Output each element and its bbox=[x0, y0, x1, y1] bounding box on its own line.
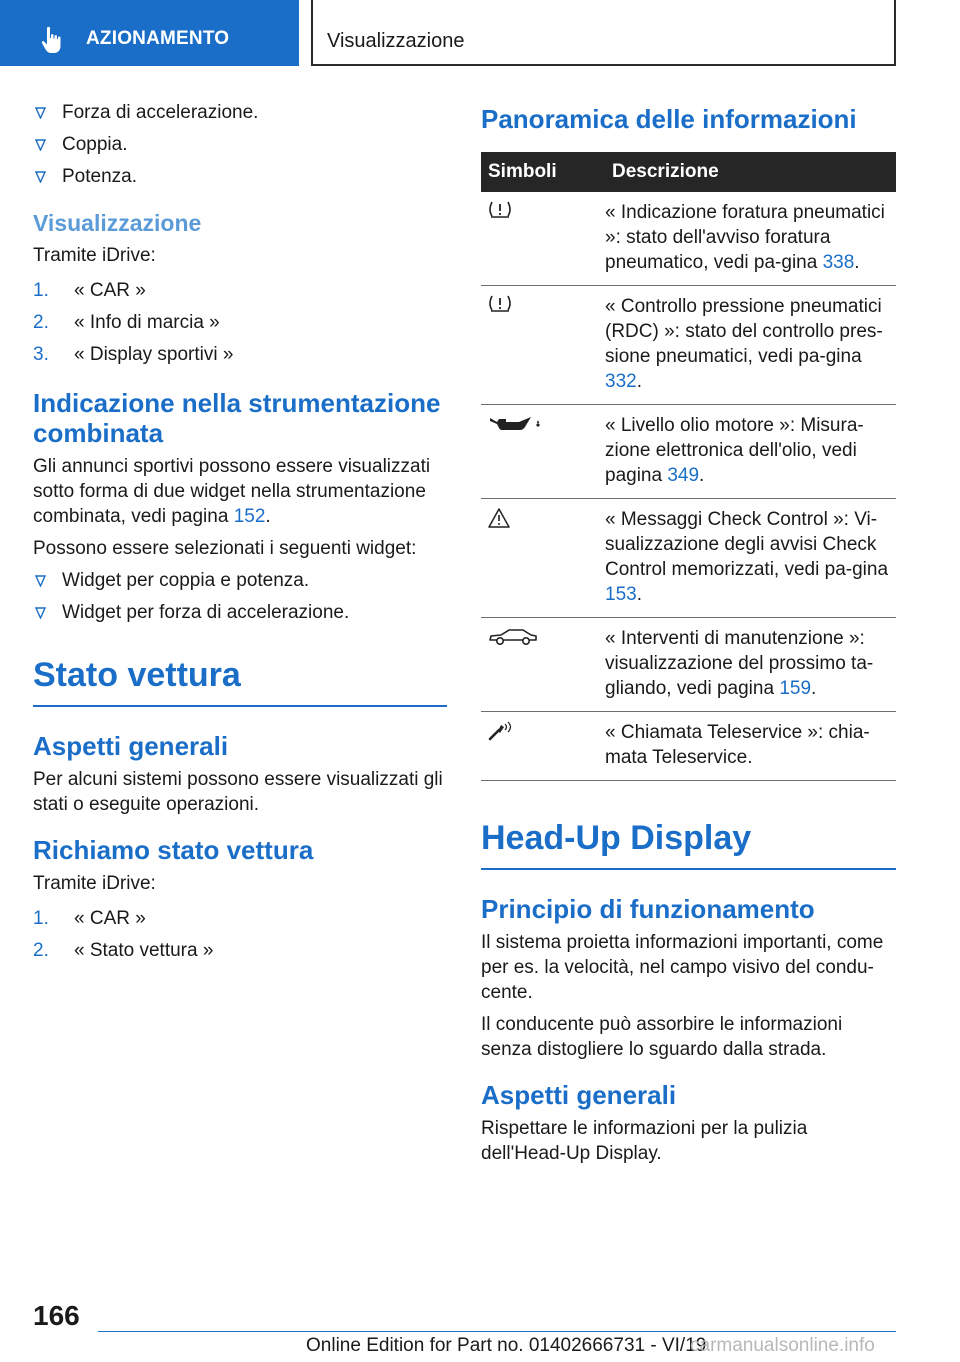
body-text: Tramite iDrive: bbox=[33, 873, 156, 894]
hand-pointer-icon bbox=[40, 26, 66, 54]
table-row bbox=[481, 712, 896, 781]
left-column bbox=[33, 100, 447, 970]
symbol-cell bbox=[481, 405, 605, 499]
list-item: Potenza. bbox=[33, 164, 447, 190]
table-row bbox=[481, 618, 896, 712]
triangle-bullet-icon bbox=[35, 139, 46, 151]
symbol-cell bbox=[481, 499, 605, 618]
section-heading: Aspetti generali bbox=[33, 731, 229, 761]
body-text: Rispettare le informazioni per la pulizia dell'Head-Up Display. bbox=[481, 1118, 808, 1164]
list-item: 3. « Display sportivi » bbox=[33, 344, 234, 365]
list-item: 2. « Info di marcia » bbox=[33, 312, 220, 333]
section-heading: Principio di funzionamento bbox=[481, 894, 815, 924]
wrench-call-icon bbox=[487, 720, 515, 742]
tire-pressure-warning-icon bbox=[487, 200, 513, 220]
page-link[interactable]: 349 bbox=[667, 465, 700, 486]
list-item: 1. « CAR » bbox=[33, 280, 146, 301]
section-heading: Visualizzazione bbox=[33, 210, 202, 236]
column-header: Descrizione bbox=[605, 152, 896, 192]
list-item: 1. « CAR » bbox=[33, 908, 146, 929]
description-cell: « Controllo pressione pneumatici (RDC) »: stato del controllo pres-sione pneumatici, vedi pa-gina 332. bbox=[605, 286, 896, 405]
table-row bbox=[481, 499, 896, 618]
triangle-bullet-icon bbox=[35, 171, 46, 183]
list-item: Widget per coppia e potenza. bbox=[33, 568, 447, 594]
warning-triangle-icon bbox=[487, 507, 511, 529]
page-link[interactable]: 338 bbox=[822, 252, 855, 273]
edition-text: Online Edition for Part no. 01402666731 - VI/19 bbox=[306, 1335, 707, 1356]
section-tab-label: AZIONAMENTO bbox=[86, 28, 230, 49]
description-cell: « Livello olio motore »: Misura-zione elettronica dell'olio, vedi pagina 349. bbox=[605, 405, 896, 499]
table-row bbox=[481, 405, 896, 499]
table-row bbox=[481, 192, 896, 286]
body-text: Il conducente può assorbire le informazioni senza distogliere lo sguardo dalla strada. bbox=[481, 1014, 843, 1060]
right-column bbox=[481, 100, 896, 1173]
body-text: Possono essere selezionati i seguenti widget: bbox=[33, 538, 417, 559]
description-cell: « Chiamata Teleservice »: chia-mata Teleservice. bbox=[605, 712, 896, 781]
page-link[interactable]: 159 bbox=[779, 678, 812, 699]
section-heading: Richiamo stato vettura bbox=[33, 835, 314, 865]
section-heading: Panoramica delle informazioni bbox=[481, 104, 857, 134]
column-header: Simboli bbox=[481, 152, 605, 192]
body-text: Il sistema proietta informazioni importanti, come per es. la velocità, nel campo visivo del condu-cente. bbox=[481, 932, 884, 1003]
tire-pressure-warning-icon bbox=[487, 294, 513, 314]
list-item: Widget per forza di accelerazione. bbox=[33, 600, 447, 626]
body-text: Tramite iDrive: bbox=[33, 245, 156, 266]
section-tab[interactable] bbox=[0, 0, 299, 66]
list-item: Coppia. bbox=[33, 132, 447, 158]
page-link[interactable]: 332 bbox=[605, 371, 637, 392]
info-table bbox=[481, 152, 896, 781]
description-cell: « Interventi di manutenzione »: visualizzazione del prossimo ta-gliando, vedi pagina 159. bbox=[605, 618, 896, 712]
list-item: 2. « Stato vettura » bbox=[33, 940, 214, 961]
section-heading: Aspetti generali bbox=[481, 1080, 677, 1110]
chapter-heading: Stato vettura bbox=[33, 656, 447, 707]
symbol-cell bbox=[481, 286, 605, 405]
table-row bbox=[481, 286, 896, 405]
symbol-cell bbox=[481, 192, 605, 286]
symbol-cell bbox=[481, 712, 605, 781]
body-text: Per alcuni sistemi possono essere visualizzati gli stati o eseguite operazioni. bbox=[33, 769, 443, 815]
car-service-icon bbox=[487, 626, 539, 648]
symbol-cell bbox=[481, 618, 605, 712]
body-text: Gli annunci sportivi possono essere visualizzati sotto forma di due widget nella strumentazione combinata, vedi pagina 152. bbox=[33, 456, 431, 527]
triangle-bullet-icon bbox=[35, 607, 46, 619]
chapter-heading: Head-Up Display bbox=[481, 819, 896, 870]
oil-can-icon bbox=[487, 413, 545, 435]
page-link[interactable]: 153 bbox=[605, 584, 637, 605]
list-item: Forza di accelerazione. bbox=[33, 100, 447, 126]
page-title: Visualizzazione bbox=[327, 30, 465, 52]
triangle-bullet-icon bbox=[35, 575, 46, 587]
page-link[interactable]: 152 bbox=[233, 506, 266, 527]
description-cell: « Indicazione foratura pneumatici »: stato dell'avviso foratura pneumatico, vedi pa-gina 338. bbox=[605, 192, 896, 286]
description-cell: « Messaggi Check Control »: Vi-sualizzazione degli avvisi Check Control memorizzati, vedi pa-gina 153. bbox=[605, 499, 896, 618]
page-header bbox=[311, 0, 896, 66]
watermark: carmanualsonline.info bbox=[690, 1335, 875, 1356]
footer-divider bbox=[98, 1331, 896, 1332]
table-header-row bbox=[481, 152, 896, 192]
section-heading: Indicazione nella strumentazione combinata bbox=[33, 388, 441, 448]
page-number: 166 bbox=[33, 1300, 80, 1331]
triangle-bullet-icon bbox=[35, 107, 46, 119]
